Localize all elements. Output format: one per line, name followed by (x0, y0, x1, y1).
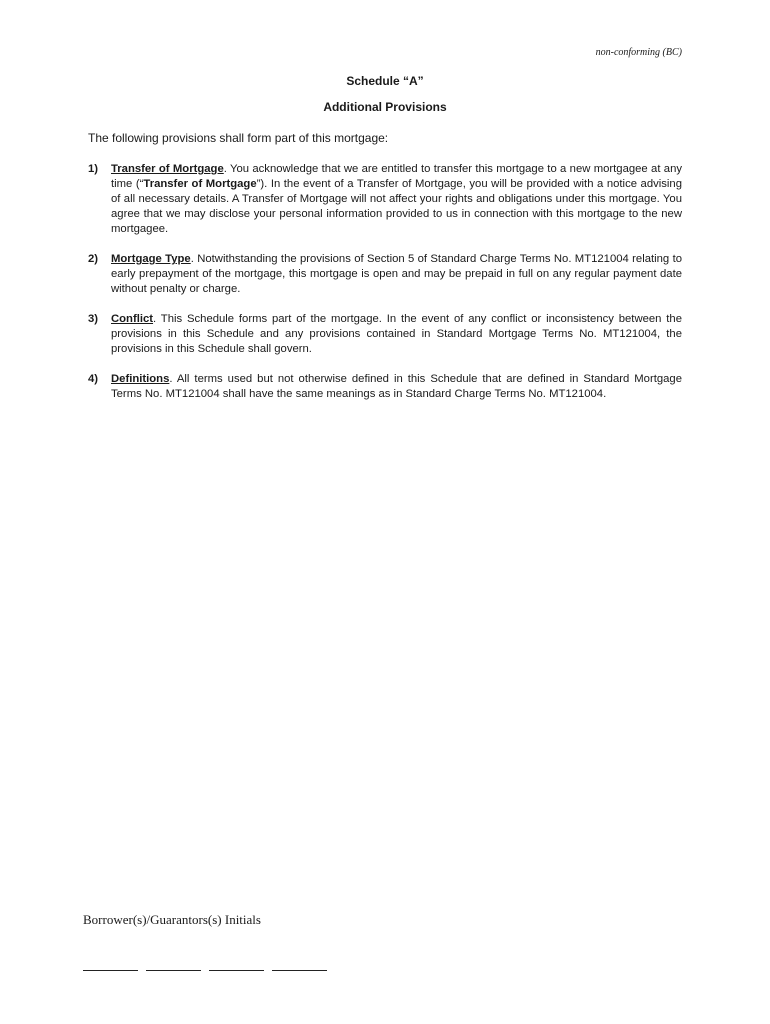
initial-line[interactable] (209, 958, 264, 971)
initials-lines (83, 958, 327, 971)
provision-number: 1) (88, 163, 99, 175)
provision-body (111, 312, 682, 357)
provision-item (88, 372, 682, 402)
provision-heading: Mortgage Type (111, 253, 191, 265)
provision-text: . This Schedule forms part of the mortgage. In the event of any conflict or inconsistency between the provisions in this Schedule and any provisions contained in Standard Mortgage Terms No. MT121004, the provisions in this Schedule shall govern. (111, 313, 682, 355)
intro-paragraph: The following provisions shall form part of this mortgage: (88, 131, 389, 145)
provision-number: 3) (88, 313, 99, 325)
provision-text: . You acknowledge that we are entitled to transfer this mortgage to a new mortgagee at any time (“ (111, 163, 683, 190)
provisions-list (88, 162, 682, 417)
provision-number: 4) (88, 373, 99, 385)
provision-item (88, 312, 682, 357)
provision-body (111, 162, 682, 237)
provision-text: . All terms used but not otherwise defined in this Schedule that are defined in Standard Mortgage Terms No. MT121004 shall have the same meanings as in Standard Charge Terms No. MT121004. (111, 373, 682, 400)
provision-heading: Definitions (111, 373, 170, 385)
document-tag: non-conforming (BC) (595, 47, 682, 58)
provision-heading: Transfer of Mortgage (111, 163, 224, 175)
schedule-title: Schedule “A” (346, 74, 424, 88)
initial-line[interactable] (272, 958, 327, 971)
provision-body (111, 252, 682, 297)
provision-text-cont: ”). In the event of a Transfer of Mortgage, you will be provided with a notice advising of all necessary details. A Transfer of Mortgage will not affect your rights and obligations under this mortgage. You agree that we may disclose your personal information provided to us in connection with this mortgage to the new mortgagee. (111, 178, 682, 235)
provision-item (88, 252, 682, 297)
provision-item (88, 162, 682, 237)
initial-line[interactable] (83, 958, 138, 971)
initial-line[interactable] (146, 958, 201, 971)
provision-number: 2) (88, 253, 99, 265)
provision-text: . Notwithstanding the provisions of Section 5 of Standard Charge Terms No. MT121004 relating to early prepayment of the mortgage, this mortgage is open and may be prepaid in full on any regular payment date without penalty or charge. (111, 253, 682, 295)
initials-label: Borrower(s)/Guarantors(s) Initials (83, 912, 261, 927)
provision-body (111, 372, 682, 402)
provision-bold-term: Transfer of Mortgage (143, 178, 257, 190)
schedule-subtitle: Additional Provisions (323, 100, 447, 114)
provision-heading: Conflict (111, 313, 154, 325)
